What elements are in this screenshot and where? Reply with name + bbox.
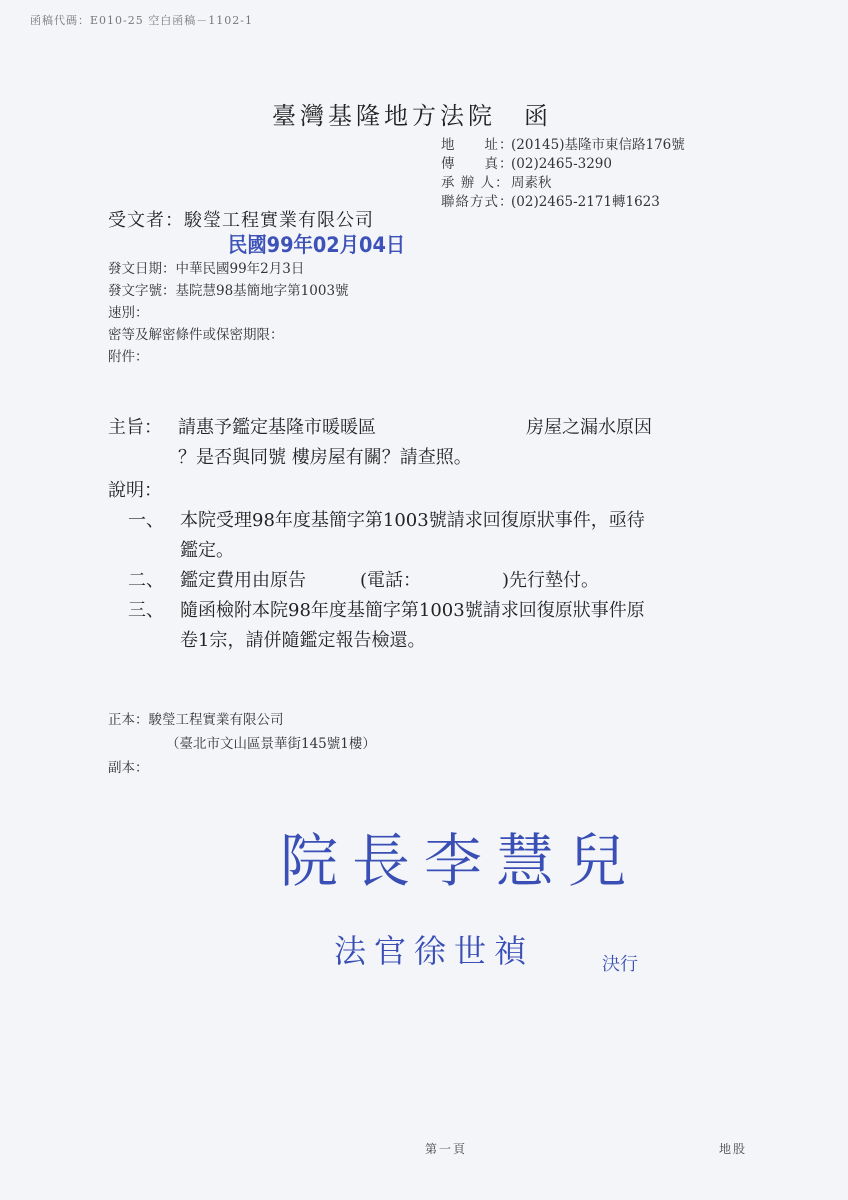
contact-fax: 傳 真： (02)2465-3290 <box>441 156 612 172</box>
meta-block <box>108 258 349 368</box>
description-item-1: 一、 本院受理98年度基簡字第1003號請求回復原狀事件，亟待 鑑定。 <box>128 510 645 561</box>
original-recipient: 正本：駿瑩工程實業有限公司 <box>108 712 284 728</box>
subject-line1-a: 請惠予鑑定基隆市暖暖區 <box>178 417 376 438</box>
description-item-2: 二、 鑑定費用由原告 (電話： )先行墊付。 <box>128 570 600 591</box>
subject-line1-b: 房屋之漏水原因 <box>526 417 652 438</box>
page-number: 第一頁 <box>425 1142 468 1156</box>
meta-attachment: 附件： <box>108 349 149 365</box>
subject-block <box>108 413 768 473</box>
original-address: （臺北市文山區景華街145號1樓） <box>166 736 376 752</box>
copies-block <box>108 708 376 780</box>
description-label: 說明： <box>108 480 162 501</box>
subject-line2: ？是否與同號 樓房屋有關？請查照。 <box>178 447 472 468</box>
recipient-label: 受文者： <box>108 210 184 231</box>
meta-secrecy: 密等及解密條件或保密期限： <box>108 327 284 343</box>
meta-speed: 速別： <box>108 305 149 321</box>
description-item-3: 三、 隨函檢附本院98年度基簡字第1003號請求回復原狀事件原 卷1宗，請併隨鑑定報告檢還。 <box>128 600 645 651</box>
document-title: 臺灣基隆地方法院 函 <box>272 102 552 130</box>
contact-address: 地 址： (20145)基隆市東信路176號 <box>441 137 685 153</box>
recipient-name: 駿瑩工程實業有限公司 <box>184 210 374 231</box>
meta-issue-date: 發文日期：中華民國99年2月3日 <box>108 261 305 277</box>
form-code: 函稿代碼：E010-25 空白函稿－1102-1 <box>30 14 253 27</box>
subject-label: 主旨： <box>108 417 162 438</box>
contact-block <box>441 136 685 212</box>
judge-signature-stamp: 法官徐世禎 <box>334 932 535 970</box>
president-signature-stamp: 院長李慧兒 <box>280 827 641 895</box>
copy-recipient: 副本： <box>108 760 149 776</box>
meta-issue-number: 發文字號：基院慧98基簡地字第1003號 <box>108 283 349 299</box>
section-label: 地股 <box>719 1142 748 1156</box>
contact-handler: 承 辦 人： 周素秋 <box>441 175 552 191</box>
decide-stamp: 決行 <box>602 954 638 975</box>
received-date-stamp: 民國99年02月04日 <box>228 233 406 257</box>
contact-phone: 聯絡方式： (02)2465-2171轉1623 <box>441 194 660 210</box>
